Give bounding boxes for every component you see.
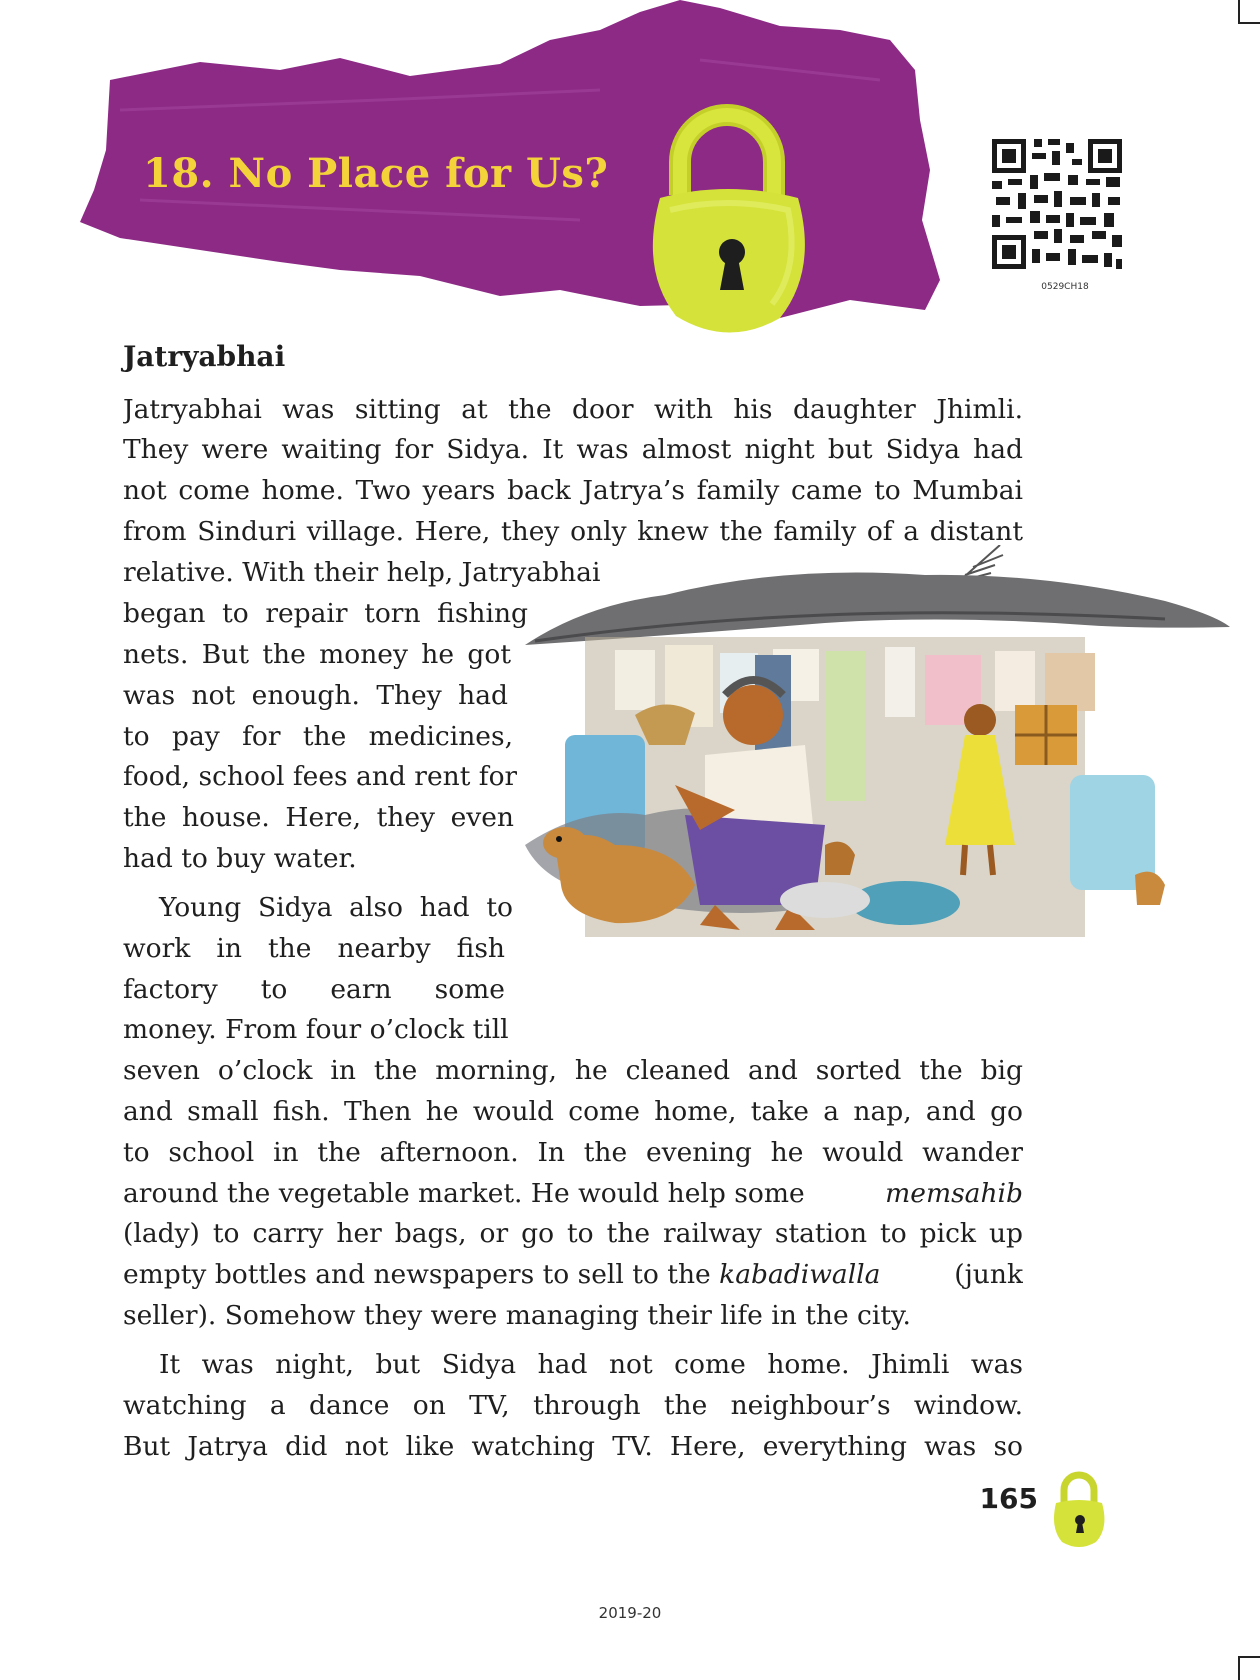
small-padlock-icon — [1050, 1470, 1108, 1550]
text-line: relative. With their help, Jatryabhai — [123, 557, 601, 588]
section-heading: Jatryabhai — [123, 340, 286, 373]
text-line — [123, 1258, 1023, 1292]
text-line: seller). Somehow they were managing their life in the city. — [123, 1300, 911, 1331]
text-line: work in the nearby fish — [123, 933, 505, 964]
text-line: They were waiting for Sidya. It was almost night but Sidya had — [123, 434, 1023, 465]
slum-house-illustration — [525, 545, 1230, 1035]
text-line: to school in the afternoon. In the evening he would wander — [123, 1137, 1023, 1168]
italic-word-kabadiwalla: kabadiwalla — [719, 1259, 881, 1290]
footer-year: 2019-20 — [598, 1604, 662, 1622]
qr-code-id: 0529CH18 — [1041, 282, 1089, 292]
crop-mark-top-right — [1238, 0, 1240, 22]
text-line: nets. But the money he got — [123, 639, 511, 670]
text-line: to pay for the medicines, — [123, 721, 513, 752]
padlock-icon — [640, 100, 815, 340]
crop-mark-top-right-h — [1238, 22, 1260, 24]
crop-mark-bottom-right-h — [1238, 1656, 1260, 1658]
text-line: the house. Here, they even — [123, 802, 514, 833]
crop-mark-bottom-right — [1238, 1658, 1240, 1680]
text-line: and small fish. Then he would come home, take a nap, and go — [123, 1096, 1023, 1127]
text-line — [123, 1177, 1023, 1211]
text-fragment: around the vegetable market. He would help some — [123, 1178, 805, 1209]
qr-code-icon — [988, 135, 1126, 273]
text-line: Jatryabhai was sitting at the door with his daughter Jhimli. — [123, 394, 1023, 425]
text-line: from Sinduri village. Here, they only knew the family of a distant — [123, 516, 1023, 547]
text-line: But Jatrya did not like watching TV. Here, everything was so — [123, 1431, 1023, 1462]
text-fragment: (junk — [954, 1259, 1023, 1290]
text-line: money. From four o’clock till — [123, 1014, 509, 1045]
text-line: Young Sidya also had to — [159, 892, 513, 923]
italic-word-memsahib: memsahib — [885, 1178, 1023, 1209]
text-line: (lady) to carry her bags, or go to the railway station to pick up — [123, 1218, 1023, 1249]
text-fragment: empty bottles and newspapers to sell to the — [123, 1259, 711, 1290]
text-line: seven o’clock in the morning, he cleaned and sorted the big — [123, 1055, 1023, 1086]
chapter-title: 18. No Place for Us? — [143, 150, 609, 197]
text-line: had to buy water. — [123, 843, 357, 874]
text-line: food, school fees and rent for — [123, 761, 518, 792]
text-line: was not enough. They had — [123, 680, 508, 711]
page-number: 165 — [979, 1482, 1038, 1515]
text-line: factory to earn some — [123, 974, 505, 1005]
text-line: It was night, but Sidya had not come home. Jhimli was — [159, 1349, 1023, 1380]
text-line: began to repair torn fishing — [123, 598, 528, 629]
text-line: not come home. Two years back Jatrya’s family came to Mumbai — [123, 475, 1023, 506]
text-line: watching a dance on TV, through the neighbour’s window. — [123, 1390, 1023, 1421]
